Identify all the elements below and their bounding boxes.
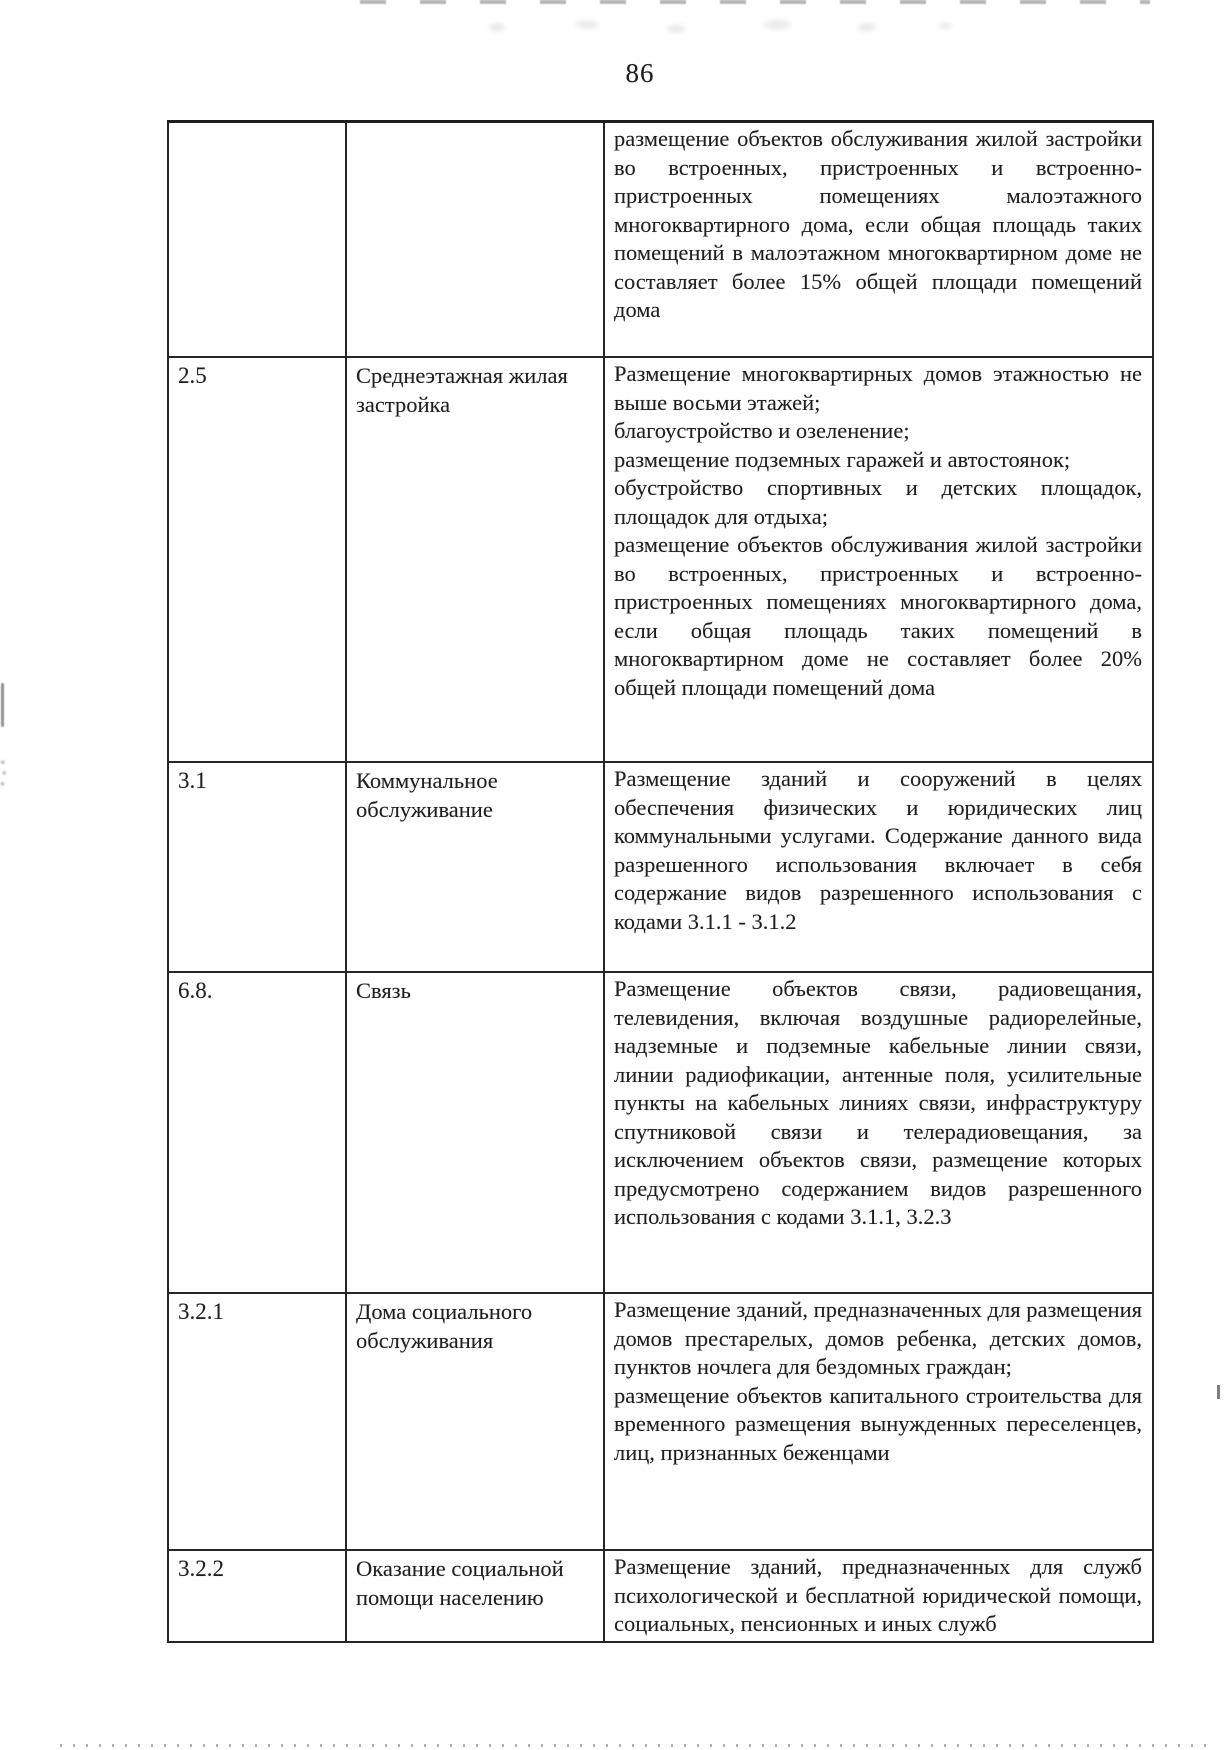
description-paragraph: размещение подземных гаражей и автостоянок; [614, 446, 1071, 472]
description-paragraph: Размещение многоквартирных домов этажностью не выше восьми этажей; [614, 361, 1142, 415]
table-row [168, 1550, 1153, 1642]
code-cell: 3.1 [168, 762, 346, 972]
page-number: 86 [625, 58, 655, 88]
description-paragraph: благоустройство и озеленение; [614, 418, 910, 443]
description-paragraph: размещение объектов капитального строительства для временного размещения вынужденных переселенцев, лиц, признанных беженцами [614, 1382, 1142, 1465]
code-cell: 3.2.2 [168, 1550, 346, 1642]
scan-mark-left [1, 683, 4, 727]
scan-streak-top [360, 0, 1150, 4]
name-cell: Дома социального обслуживания [346, 1293, 604, 1550]
description-paragraph: обустройство спортивных и детских площадок, площадок для отдыха; [614, 475, 1142, 529]
table-row [168, 972, 1153, 1293]
code-cell: 3.2.1 [168, 1293, 346, 1550]
table-row [168, 1293, 1153, 1550]
name-cell [346, 122, 604, 358]
code-cell [168, 122, 346, 358]
description-paragraph: Размещение зданий и сооружений в целях обеспечения физических и юридических лиц коммунальными услугами. Содержание данного вида разрешенного использования включает в себя содержание видов разрешенного использования с кодами 3.1.1 - 3.1.2 [614, 766, 1142, 934]
description-cell [604, 357, 1153, 762]
land-use-table [167, 120, 1154, 1643]
table-row [168, 122, 1153, 358]
name-cell: Оказание социальной помощи населению [346, 1550, 604, 1642]
code-cell: 6.8. [168, 972, 346, 1293]
description-paragraph: Размещение объектов связи, радиовещания, телевидения, включая воздушные радиорелейные, надземные и подземные кабельные линии связи, линии радиофикации, антенные поля, усилительные пункты на кабельных линиях связи, инфраструктуру спутниковой связи и телерадиовещания, за исключением объектов связи, размещение которых предусмотрено содержанием видов разрешенного использования с кодами 3.1.1, 3.2.3 [614, 976, 1142, 1229]
code-cell: 2.5 [168, 357, 346, 762]
description-cell [604, 762, 1153, 972]
scan-smudge-top [430, 12, 990, 40]
description-cell [604, 1550, 1153, 1642]
description-cell [604, 972, 1153, 1293]
scan-noise-bottom [60, 1744, 1210, 1747]
description-paragraph: размещение объектов обслуживания жилой застройки во встроенных, пристроенных и встроенно-пристроенных помещениях многоквартирного дома, если общая площадь таких помещений в многоквартирном доме не составляет более 20% общей площади помещений дома [614, 532, 1142, 700]
scan-blotch-left [0, 755, 7, 791]
name-cell: Коммунальное обслуживание [346, 762, 604, 972]
description-paragraph: Размещение зданий, предназначенных для размещения домов престарелых, домов ребенка, детских домов, пунктов ночлега для бездомных граждан; [614, 1297, 1142, 1379]
description-cell [604, 1293, 1153, 1550]
scan-tick-right [1217, 1385, 1220, 1399]
table-row [168, 762, 1153, 972]
description-paragraph: размещение объектов обслуживания жилой застройки во встроенных, пристроенных и встроенно-пристроенных помещениях малоэтажного многоквартирного дома, если общая площадь таких помещений в малоэтажном многоквартирном доме не составляет более 15% общей площади помещений дома [614, 126, 1142, 322]
name-cell: Среднеэтажная жилая застройка [346, 357, 604, 762]
name-cell: Связь [346, 972, 604, 1293]
description-paragraph: Размещение зданий, предназначенных для служб психологической и бесплатной юридической помощи, социальных, пенсионных и иных служб [614, 1554, 1142, 1636]
description-cell [604, 122, 1153, 358]
table-row [168, 357, 1153, 762]
